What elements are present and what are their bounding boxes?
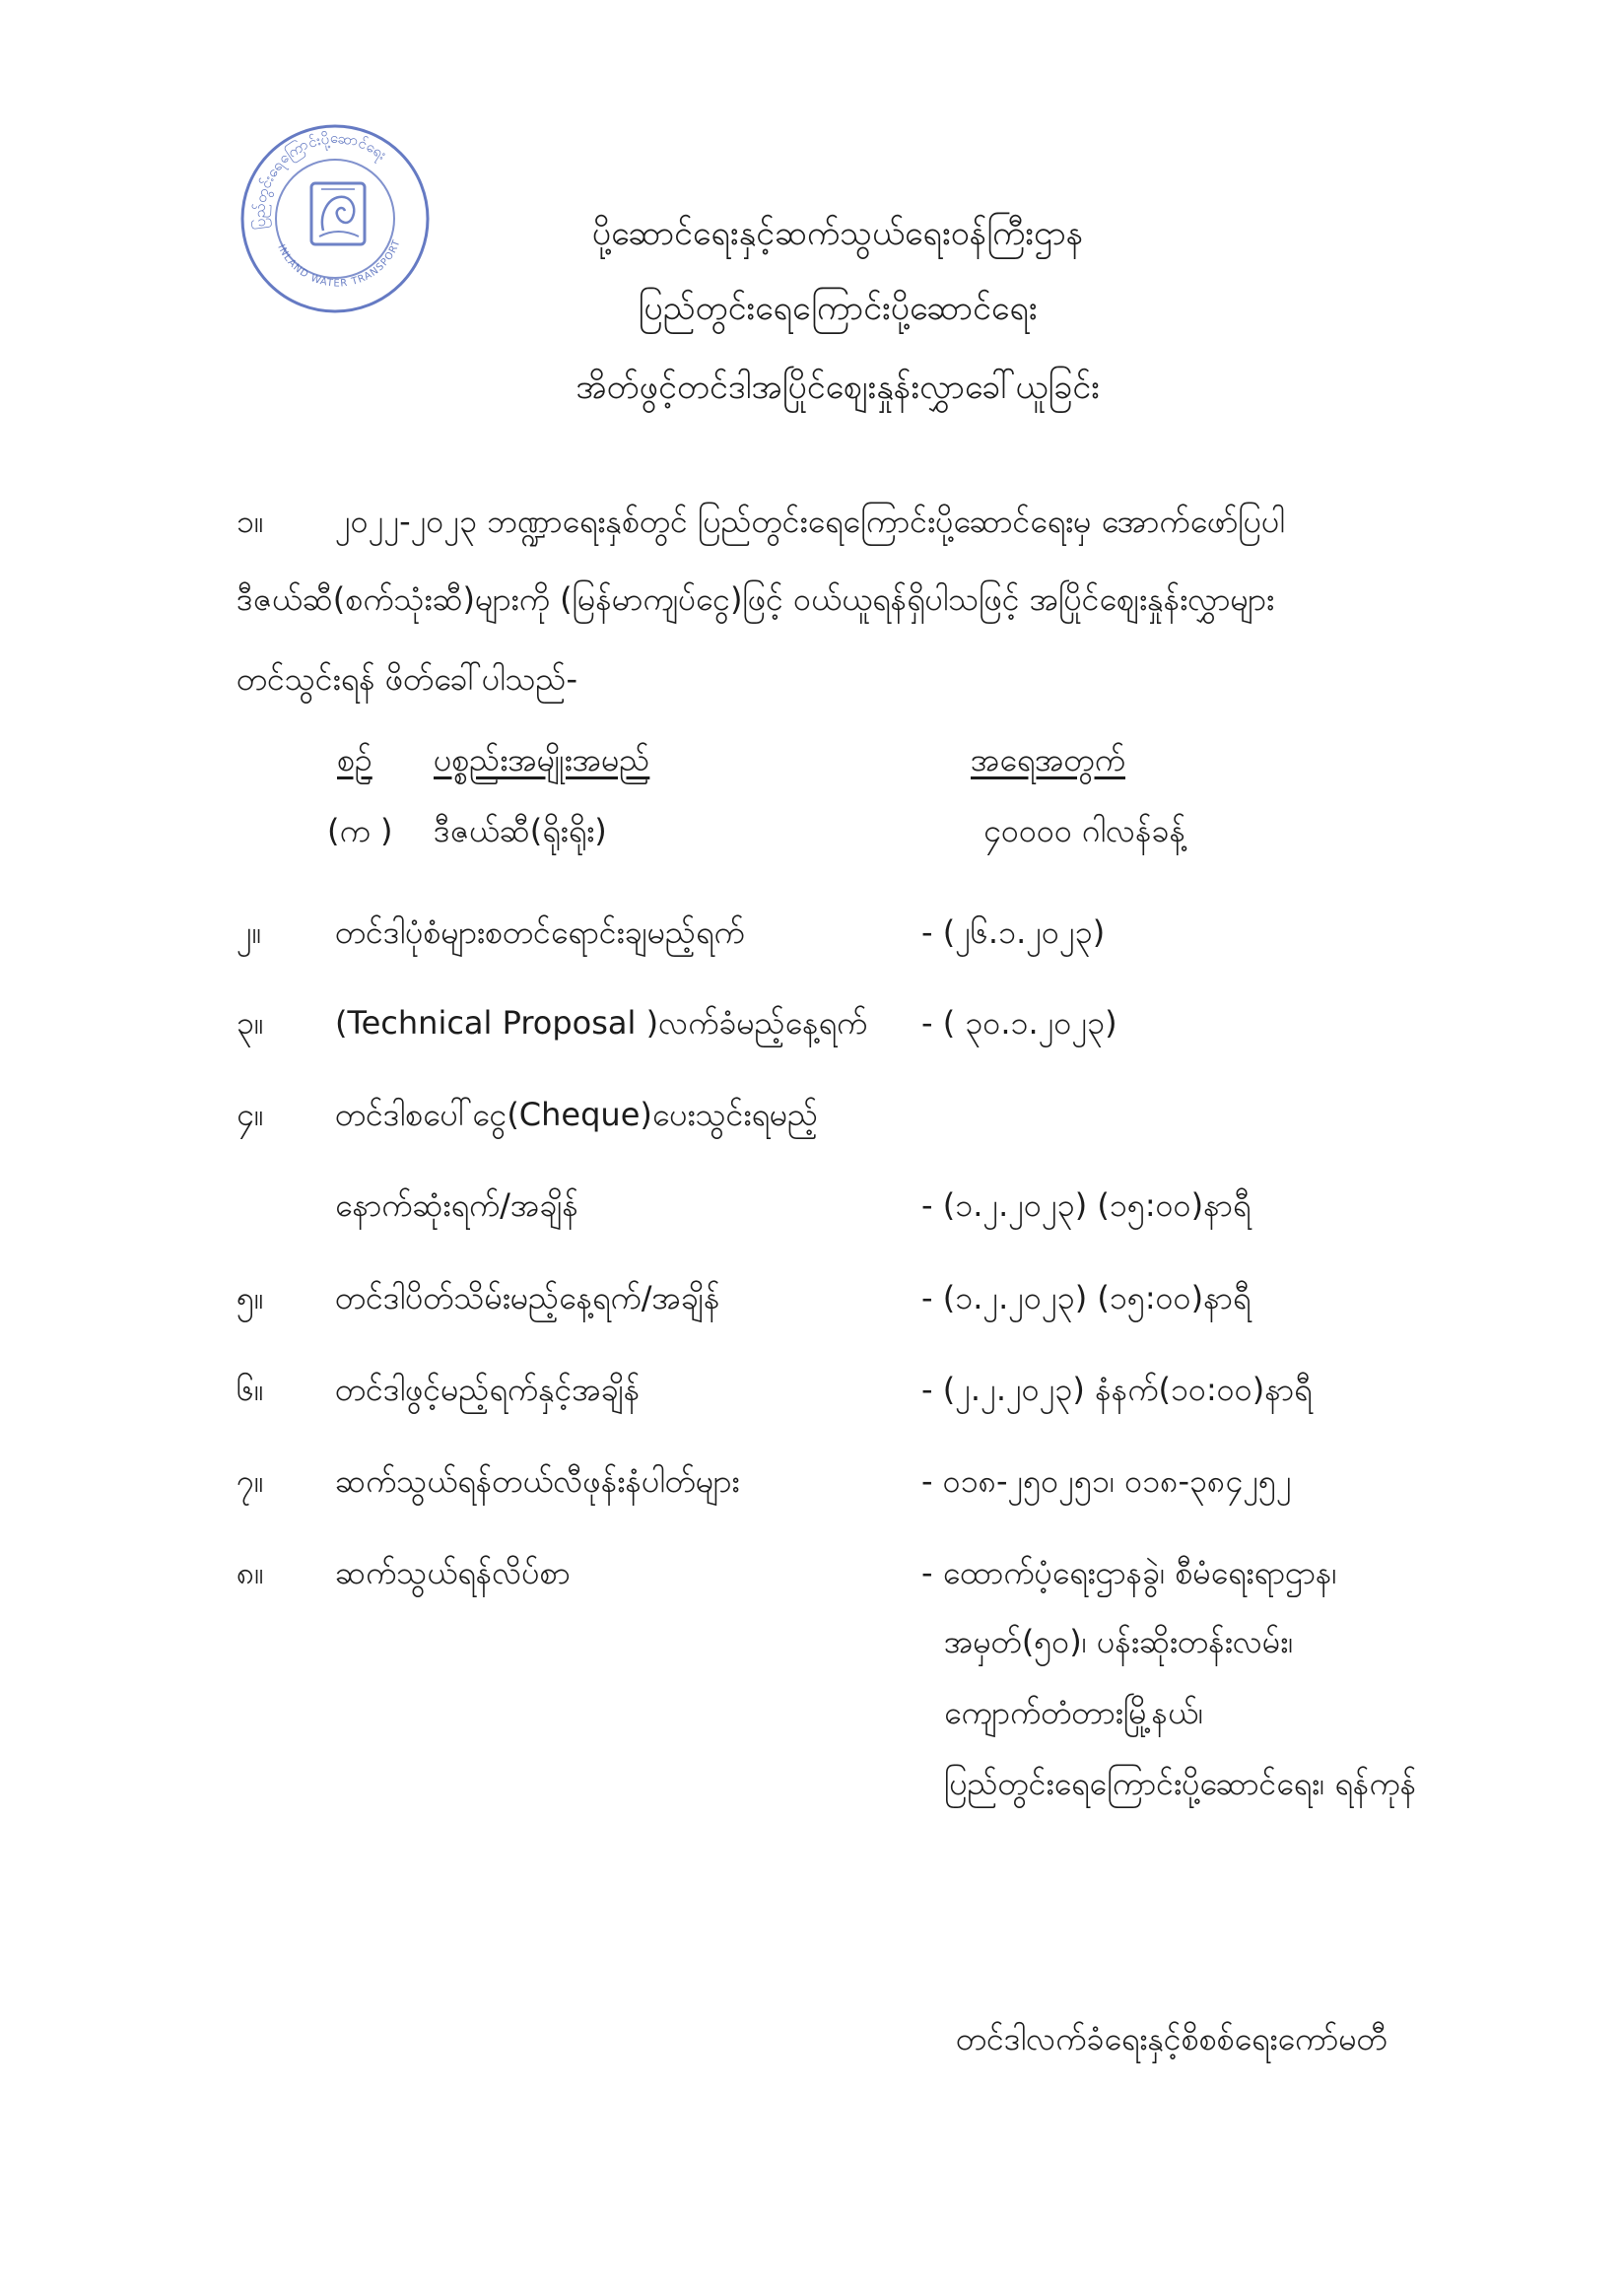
table-row-quantity: ၄၀၀၀၀ ဂါလန်ခန့် <box>983 812 1186 849</box>
item-7-value: - ၀၁၈-၂၅၀၂၅၁၊ ၀၁၈-၃၈၄၂၅၂ <box>921 1462 1292 1500</box>
address-line-1: အမှတ်(၅၀)၊ ပန်းဆိုးတန်းလမ်း၊ <box>944 1623 1294 1660</box>
svg-text:INLAND WATER TRANSPORT: INLAND WATER TRANSPORT <box>275 237 403 290</box>
item-3-value: - ( ၃၀.၁.၂၀၂၃) <box>921 1004 1117 1042</box>
ministry-title: ပို့ဆောင်ရေးနှင့်ဆက်သွယ်ရေးဝန်ကြီးဌာန <box>591 214 1084 253</box>
item-6-value: - (၂.၂.၂၀၂၃) နံနက်(၁၀:၀၀)နာရီ <box>921 1371 1313 1408</box>
item-6-label: တင်ဒါဖွင့်မည့်ရက်နှင့်အချိန် <box>335 1371 641 1408</box>
item-8-label: ဆက်သွယ်ရန်လိပ်စာ <box>335 1554 571 1591</box>
item-4-value: - (၁.၂.၂၀၂၃) (၁၅:၀၀)နာရီ <box>921 1186 1252 1224</box>
notice-title: အိတ်ဖွင့်တင်ဒါအပြိုင်စျေးနှုန်းလွှာခေါ်ယူခြင်း <box>575 368 1100 407</box>
item-4-number: ၄။ <box>237 1096 264 1133</box>
item-4-label: တင်ဒါစပေါ်ငွေ(Cheque)ပေးသွင်းရမည့် <box>335 1096 819 1133</box>
table-header-serial: စဉ် <box>337 741 372 778</box>
organization-seal <box>237 120 434 317</box>
item-5-label: တင်ဒါပိတ်သိမ်းမည့်နေ့ရက်/အချိန် <box>335 1279 720 1316</box>
table-header-item: ပစ္စည်းအမျိုးအမည် <box>434 741 650 778</box>
table-row-serial: (က ) <box>327 812 393 849</box>
item-3-label: (Technical Proposal )လက်ခံမည့်နေ့ရက် <box>335 1004 868 1042</box>
item-2-label: တင်ဒါပုံစံများစတင်ရောင်းချမည့်ရက် <box>335 913 745 951</box>
item-5-value: - (၁.၂.၂၀၂၃) (၁၅:၀၀)နာရီ <box>921 1279 1252 1316</box>
item-8-value: - ထောက်ပံ့ရေးဌာနခွဲ၊ စီမံရေးရာဌာန၊ <box>921 1554 1337 1591</box>
department-title: ပြည်တွင်းရေကြောင်းပို့ဆောင်ရေး <box>638 289 1038 328</box>
table-header-quantity: အရေအတွက် <box>971 741 1125 778</box>
intro-line-1: ၂၀၂၂-၂၀၂၃ ဘဏ္ဍာရေးနှစ်တွင် ပြည်တွင်းရေကြောင်းပို့ဆောင်ရေးမှ အောက်ဖော်ပြပါ <box>335 503 1285 540</box>
svg-text:ပြည်တွင်းရေကြောင်းပို့ဆောင်ရေး: ပြည်တွင်းရေကြောင်းပို့ဆောင်ရေး <box>250 128 390 231</box>
item-7-number: ၇။ <box>237 1462 264 1500</box>
table-row-item: ဒီဇယ်ဆီ(ရိုးရိုး) <box>434 812 607 849</box>
item-4-label-continued: နောက်ဆုံးရက်/အချိန် <box>335 1186 578 1224</box>
item-5-number: ၅။ <box>237 1279 264 1316</box>
item-2-number: ၂။ <box>237 913 262 951</box>
committee-signature: တင်ဒါလက်ခံရေးနှင့်စိစစ်ရေးကော်မတီ <box>956 2020 1387 2057</box>
item-8-number: ၈။ <box>237 1554 264 1591</box>
address-line-2: ကျောက်တံတားမြို့နယ်၊ <box>944 1694 1204 1731</box>
intro-number: ၁။ <box>237 503 264 540</box>
item-7-label: ဆက်သွယ်ရန်တယ်လီဖုန်းနံပါတ်များ <box>335 1462 740 1500</box>
item-3-number: ၃။ <box>237 1004 264 1042</box>
address-line-3: ပြည်တွင်းရေကြောင်းပို့ဆောင်ရေး၊ ရန်ကုန် <box>944 1765 1417 1802</box>
intro-line-2: ဒီဇယ်ဆီ(စက်သုံးဆီ)များကို (မြန်မာကျပ်ငွေ)ဖြင့် ဝယ်ယူရန်ရှိပါသဖြင့် အပြိုင်စျေးနှုန်းလွှာများ <box>237 580 1275 618</box>
intro-line-3: တင်သွင်းရန် ဖိတ်ခေါ်ပါသည်- <box>237 660 578 698</box>
item-6-number: ၆။ <box>237 1371 264 1408</box>
item-2-value: - (၂၆.၁.၂၀၂၃) <box>921 913 1106 951</box>
